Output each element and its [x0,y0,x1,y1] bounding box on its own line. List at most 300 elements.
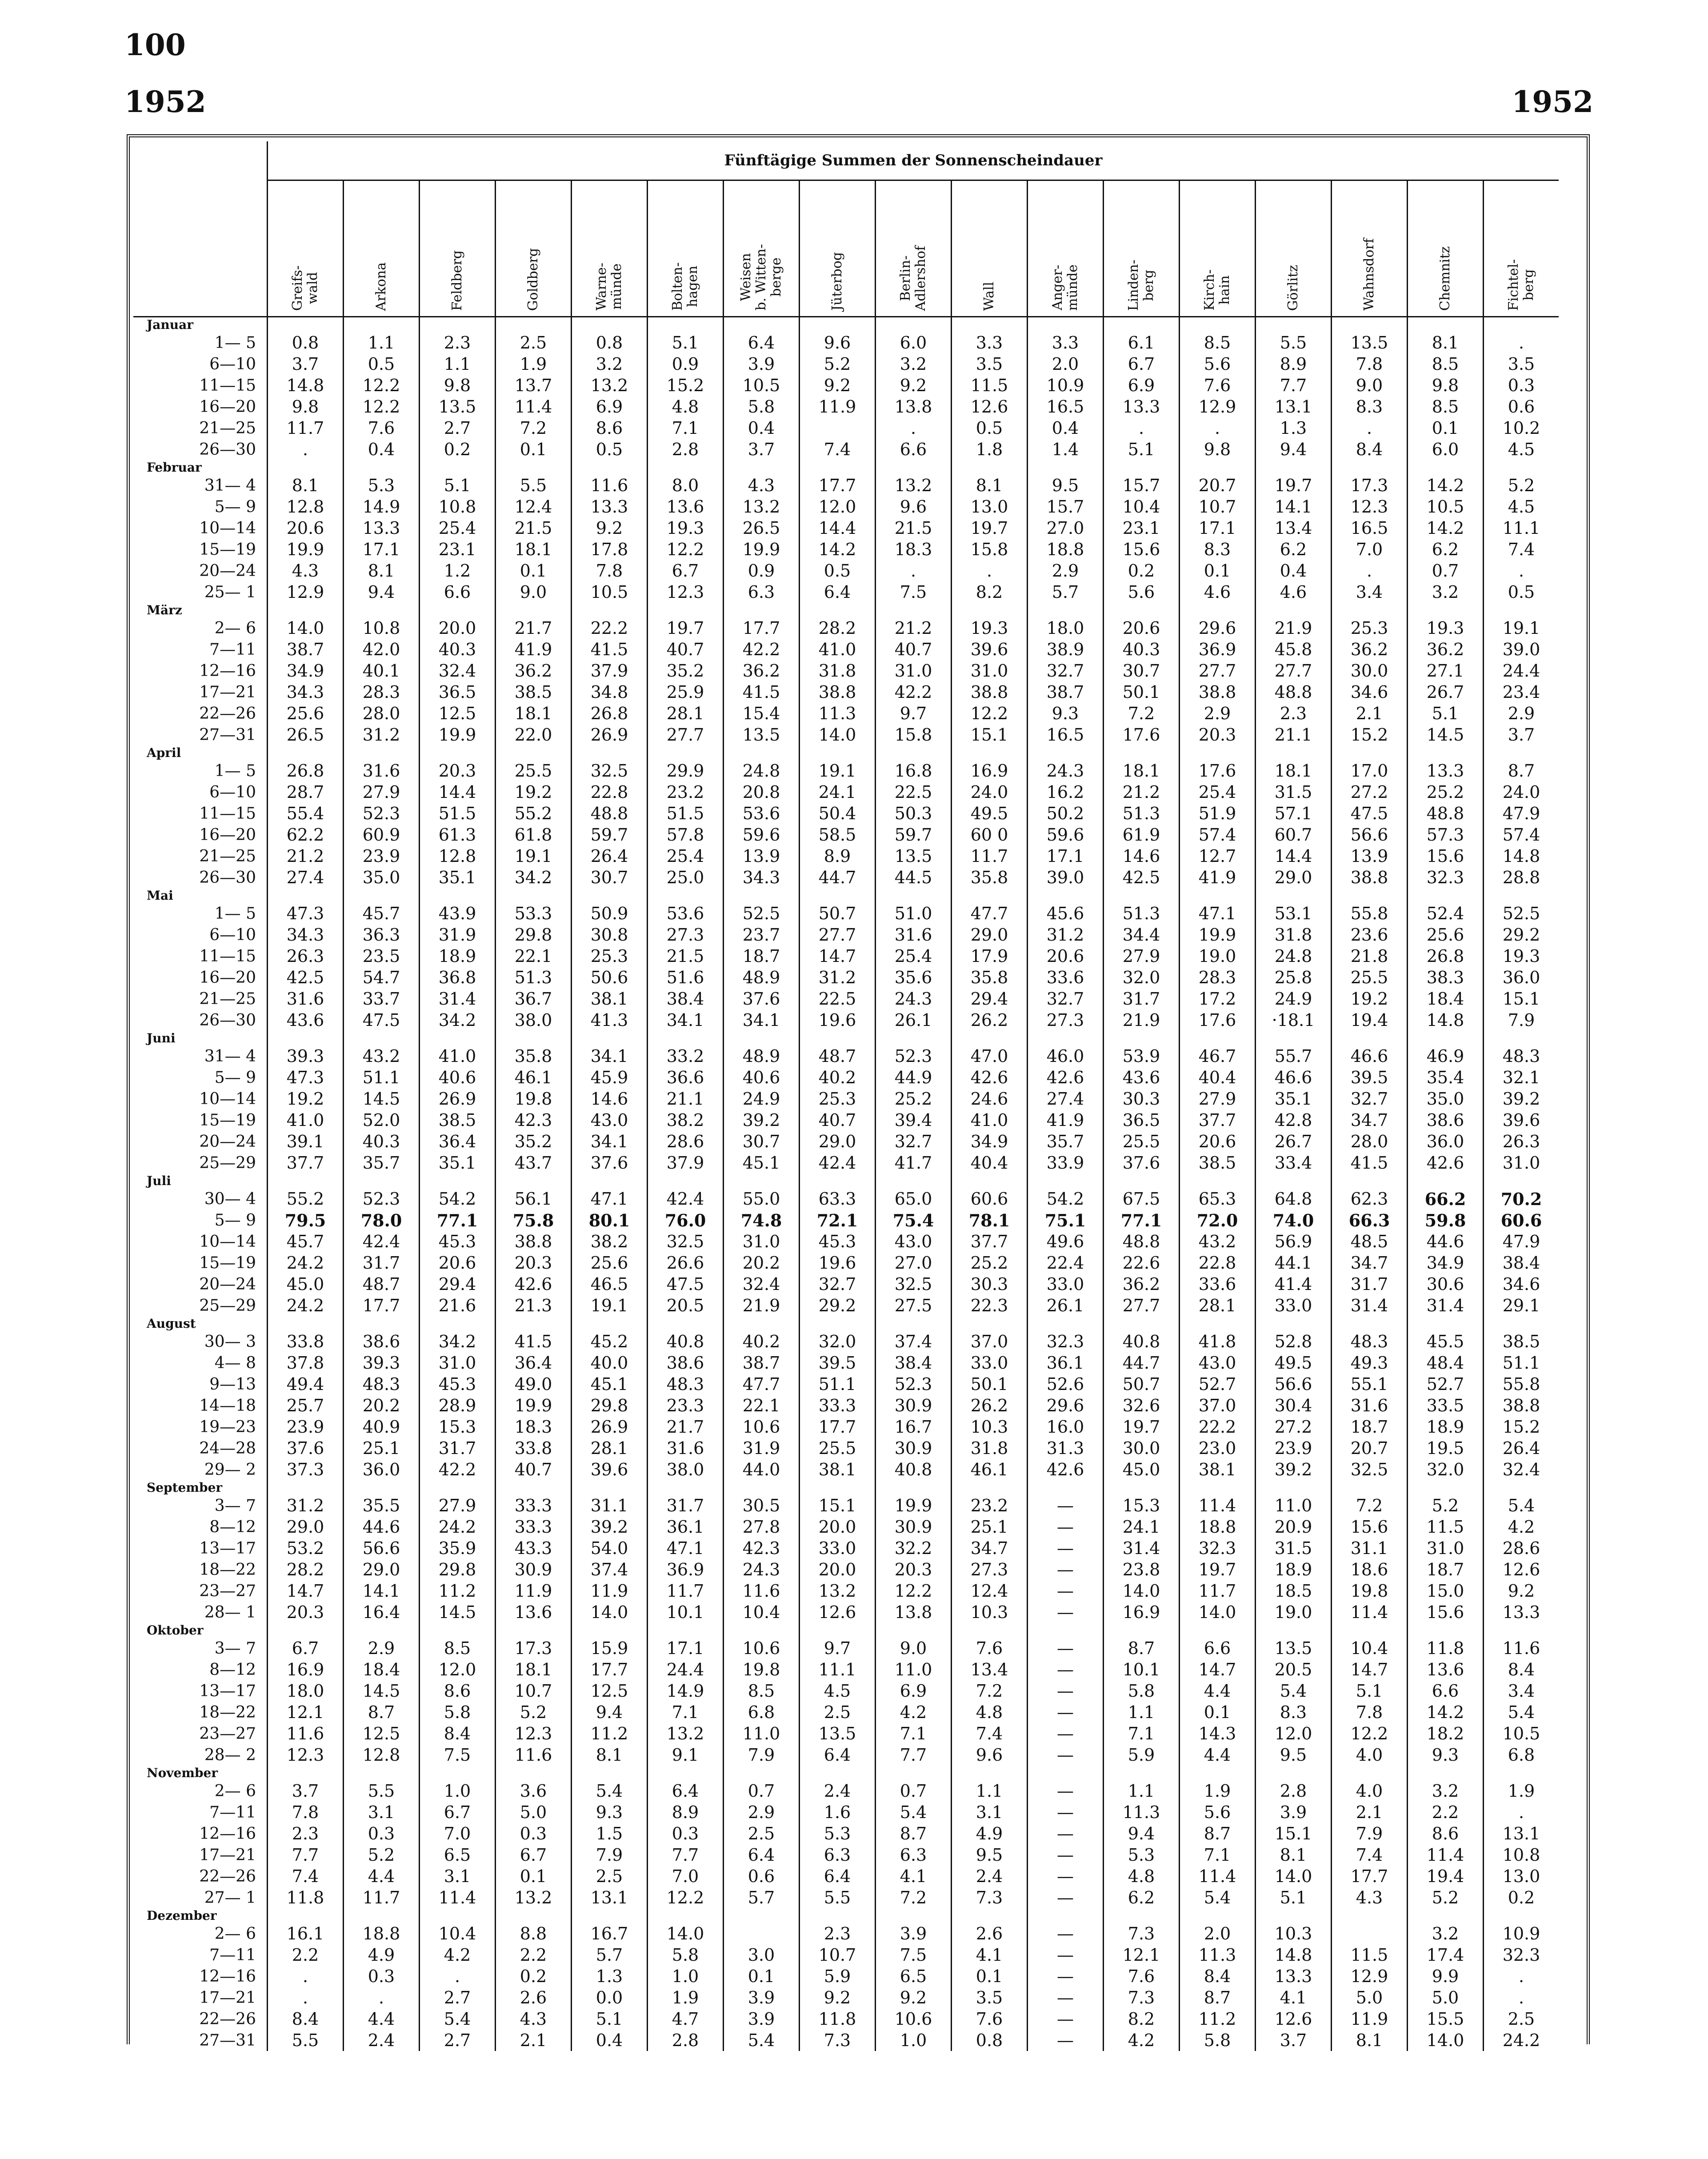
value-cell: 5.0 [1332,1987,1408,2008]
spacer-cell [420,1908,496,1923]
value-cell: 38.2 [648,1110,724,1131]
value-cell: 19.8 [1332,1580,1408,1602]
value-cell: 4.9 [344,1944,420,1966]
value-cell: 31.9 [724,1438,800,1459]
value-cell: 3.7 [1256,2030,1332,2051]
value-cell: 3.5 [1484,353,1559,375]
value-cell: 2.9 [1028,560,1104,581]
value-cell: 8.9 [1256,353,1332,375]
value-cell: 1.1 [420,353,496,375]
value-cell: 36.7 [496,988,572,1009]
value-cell: 5.2 [1484,475,1559,496]
value-cell: 12.5 [344,1723,420,1744]
value-cell: 24.6 [952,1088,1028,1110]
value-cell: 38.9 [1028,639,1104,660]
value-cell: 11.5 [1332,1944,1408,1966]
value-cell: 2.5 [724,1823,800,1844]
value-cell: 31.7 [1104,988,1180,1009]
value-cell: 17.1 [1180,517,1256,539]
spacer-cell [724,317,800,332]
value-cell: 19.9 [268,539,344,560]
value-cell: 13.5 [724,724,800,745]
value-cell: 9.2 [876,375,952,396]
table-row [133,1638,1559,1659]
value-cell: 41.0 [420,1045,496,1067]
value-cell: 4.6 [1180,581,1256,603]
value-cell: 55.2 [496,803,572,824]
value-cell: 59.6 [724,824,800,845]
station-header [876,180,952,317]
value-cell: . [1104,417,1180,439]
value-cell: 20.6 [1028,945,1104,967]
value-cell: 14.7 [1180,1659,1256,1680]
value-cell: 6.4 [800,1866,876,1887]
value-cell: 2.2 [496,1944,572,1966]
value-cell: 16.9 [952,760,1028,781]
period-label: 30— 3 [204,1332,256,1351]
value-cell: 33.8 [268,1331,344,1352]
value-cell: 21.6 [420,1295,496,1316]
value-cell: 5.8 [724,396,800,417]
month-row [133,1174,1559,1188]
value-cell: 11.3 [1104,1802,1180,1823]
value-cell: 30.0 [1104,1438,1180,1459]
spacer-cell [1256,603,1332,617]
period-label: 15—19 [199,1111,256,1130]
value-cell: 5.8 [648,1944,724,1966]
value-cell: 14.4 [800,517,876,539]
value-cell: 54.7 [344,967,420,988]
value-cell: 10.4 [420,1923,496,1944]
value-cell: 23.8 [1104,1559,1180,1580]
value-cell: 72.1 [800,1210,876,1231]
value-cell: 51.1 [1484,1352,1559,1374]
value-cell: 23.9 [344,845,420,867]
spacer-cell [1332,1766,1408,1780]
table-row [133,1516,1559,1538]
value-cell: 34.1 [572,1131,648,1152]
value-cell: 20.0 [420,617,496,639]
value-cell: 25.6 [572,1252,648,1274]
value-cell: 19.1 [800,760,876,781]
table-row [133,1009,1559,1031]
value-cell: 14.2 [800,539,876,560]
value-cell: 40.8 [876,1459,952,1480]
value-cell: 19.0 [1180,945,1256,967]
value-cell: 6.7 [648,560,724,581]
value-cell: 36.2 [1332,639,1408,660]
value-cell: 42.2 [724,639,800,660]
value-cell: 51.6 [648,967,724,988]
value-cell: 7.6 [1104,1966,1180,1987]
value-cell: 6.7 [420,1802,496,1823]
spacer-cell [1256,1031,1332,1045]
value-cell: 34.3 [268,924,344,945]
spacer-cell [724,460,800,475]
value-cell: 31.0 [1484,1152,1559,1174]
table-row [133,803,1559,824]
value-cell: 36.2 [1408,639,1484,660]
value-cell: 17.4 [1408,1944,1484,1966]
value-cell: 70.2 [1484,1188,1559,1210]
value-cell: 5.4 [420,2008,496,2030]
value-cell: 43.6 [1104,1067,1180,1088]
spacer-cell [1484,603,1559,617]
value-cell: 12.2 [648,539,724,560]
value-cell: 41.5 [496,1331,572,1352]
spacer-cell [800,1316,876,1331]
value-cell: 1.9 [496,353,572,375]
period-label: 16—20 [199,825,256,844]
value-cell: 45.6 [1028,903,1104,924]
value-cell: 40.6 [724,1067,800,1088]
value-cell: 15.0 [1408,1580,1484,1602]
value-cell: 19.2 [496,781,572,803]
value-cell: 8.1 [572,1744,648,1766]
value-cell: . [1484,1966,1559,1987]
value-cell: 8.5 [420,1638,496,1659]
spacer-cell [572,1480,648,1495]
value-cell: 1.6 [800,1802,876,1823]
value-cell: 32.7 [876,1131,952,1152]
spacer-cell [876,317,952,332]
value-cell: 45.5 [1408,1331,1484,1352]
value-cell: 2.0 [1180,1923,1256,1944]
value-cell: 12.6 [952,396,1028,417]
month-label: Januar [147,317,193,332]
period-label: 8—12 [209,1518,256,1536]
value-cell: 15.3 [420,1416,496,1438]
station-header [952,180,1028,317]
spacer-cell [1332,460,1408,475]
spacer-cell [1028,745,1104,760]
period-label: 1— 5 [214,904,256,923]
value-cell: 19.7 [1104,1416,1180,1438]
station-name: Arkona [373,262,389,311]
value-cell: 28.8 [1484,867,1559,888]
value-cell: 38.1 [572,988,648,1009]
table-row [133,967,1559,988]
value-cell: 18.8 [1028,539,1104,560]
value-cell: 50.7 [1104,1374,1180,1395]
value-cell: 20.6 [420,1252,496,1274]
value-cell: 75.8 [496,1210,572,1231]
value-cell: 27.2 [1332,781,1408,803]
spacer-cell [1104,1316,1180,1331]
value-cell: 42.4 [648,1188,724,1210]
value-cell: 24.3 [1028,760,1104,781]
value-cell: 10.9 [1484,1923,1559,1944]
value-cell: — [1028,1580,1104,1602]
value-cell: 15.6 [1408,1602,1484,1623]
station-name: Warne- münde [594,263,624,311]
value-cell: 4.5 [1484,439,1559,460]
value-cell: 33.4 [1256,1152,1332,1174]
value-cell: 31.6 [876,924,952,945]
value-cell: 21.7 [648,1416,724,1438]
value-cell: 6.4 [648,1780,724,1802]
spacer-cell [1484,745,1559,760]
value-cell: 17.8 [572,539,648,560]
value-cell: 26.8 [572,703,648,724]
value-cell: 9.5 [1256,1744,1332,1766]
value-cell: 19.9 [496,1395,572,1416]
value-cell: 45.8 [1256,639,1332,660]
value-cell: 6.7 [496,1844,572,1866]
spacer-cell [952,317,1028,332]
value-cell: 59.8 [1408,1210,1484,1231]
month-row [133,1480,1559,1495]
value-cell: 31.4 [1104,1538,1180,1559]
period-label: 25—29 [199,1154,256,1172]
value-cell: 21.2 [268,845,344,867]
table-row [133,539,1559,560]
value-cell: 25.4 [876,945,952,967]
spacer-cell [572,888,648,903]
spacer-cell [876,1031,952,1045]
value-cell: 31.8 [800,660,876,681]
value-cell: 11.8 [800,2008,876,2030]
spacer-cell [1332,1908,1408,1923]
value-cell: 12.1 [268,1702,344,1723]
value-cell: 21.5 [876,517,952,539]
value-cell: — [1028,1987,1104,2008]
value-cell: 50.4 [800,803,876,824]
value-cell: 0.2 [1484,1887,1559,1908]
value-cell: 37.7 [1180,1110,1256,1131]
value-cell: 19.6 [800,1252,876,1274]
value-cell: 29.6 [1028,1395,1104,1416]
value-cell: 19.7 [1180,1559,1256,1580]
value-cell: 47.9 [1484,1231,1559,1252]
value-cell: 3.9 [724,353,800,375]
value-cell: 56.1 [496,1188,572,1210]
month-label: Juni [147,1031,176,1045]
value-cell: 32.7 [1028,660,1104,681]
period-label: 3— 7 [214,1639,256,1658]
spacer-cell [344,1766,420,1780]
value-cell: 16.9 [268,1659,344,1680]
value-cell: 24.3 [876,988,952,1009]
period-label: 17—21 [199,1846,256,1864]
month-label: Dezember [147,1908,217,1923]
value-cell: 14.7 [268,1580,344,1602]
month-row [133,460,1559,475]
value-cell: 34.1 [572,1045,648,1067]
spacer-cell [1484,1623,1559,1638]
value-cell: 7.4 [1332,1844,1408,1866]
value-cell: 21.2 [1104,781,1180,803]
spacer-cell [648,1316,724,1331]
table-row [133,1702,1559,1723]
value-cell: 8.7 [1180,1823,1256,1844]
value-cell: 26.1 [1028,1295,1104,1316]
value-cell: 22.8 [572,781,648,803]
value-cell: 51.3 [1104,903,1180,924]
value-cell: 44.9 [876,1067,952,1088]
value-cell: 12.5 [420,703,496,724]
value-cell: 7.1 [1180,1844,1256,1866]
value-cell: 9.4 [1104,1823,1180,1844]
value-cell: 12.6 [1484,1559,1559,1580]
value-cell: 12.0 [800,496,876,517]
value-cell: 9.8 [1408,375,1484,396]
spacer-cell [800,1480,876,1495]
value-cell: 11.0 [1256,1495,1332,1516]
table-row [133,681,1559,703]
value-cell: 40.3 [420,639,496,660]
value-cell: 23.6 [1332,924,1408,945]
value-cell: 27.1 [1408,660,1484,681]
value-cell: 32.3 [1408,867,1484,888]
value-cell: 38.5 [420,1110,496,1131]
value-cell: 5.5 [800,1887,876,1908]
value-cell: 29.6 [1180,617,1256,639]
spacer-cell [572,1908,648,1923]
value-cell: 40.3 [344,1131,420,1152]
spacer-cell [1408,1316,1484,1331]
value-cell: 0.0 [572,1987,648,2008]
value-cell: 9.2 [800,1987,876,2008]
spacer-cell [1180,888,1256,903]
value-cell: 3.4 [1484,1680,1559,1702]
value-cell: 27.8 [724,1516,800,1538]
value-cell: 6.5 [420,1844,496,1866]
value-cell: 61.3 [420,824,496,845]
value-cell: 33.2 [648,1045,724,1067]
value-cell: 22.6 [1104,1252,1180,1274]
value-cell: 6.9 [572,396,648,417]
value-cell: 31.4 [1332,1295,1408,1316]
table-row [133,1723,1559,1744]
value-cell: 23.1 [420,539,496,560]
value-cell: 15.6 [1104,539,1180,560]
value-cell: 10.7 [496,1680,572,1702]
month-label: Februar [147,460,202,475]
spacer-cell [1484,888,1559,903]
value-cell: 8.1 [1256,1844,1332,1866]
spacer-cell [420,1031,496,1045]
value-cell: 37.6 [268,1438,344,1459]
value-cell: 38.6 [648,1352,724,1374]
value-cell: 19.1 [572,1295,648,1316]
value-cell: 0.8 [572,332,648,353]
value-cell: 55.1 [1332,1374,1408,1395]
station-header-row [133,180,1559,317]
value-cell: 35.4 [1408,1067,1484,1088]
value-cell: 11.7 [344,1887,420,1908]
period-label: 9—13 [209,1375,256,1394]
value-cell: 4.2 [1484,1516,1559,1538]
value-cell: 75.1 [1028,1210,1104,1231]
table-row [133,1438,1559,1459]
table-row [133,1295,1559,1316]
value-cell: 15.2 [1484,1416,1559,1438]
value-cell: 11.0 [724,1723,800,1744]
value-cell: 5.1 [1408,703,1484,724]
value-cell: 47.3 [268,1067,344,1088]
value-cell: 27.9 [1180,1088,1256,1110]
value-cell: 6.9 [1104,375,1180,396]
value-cell: 57.1 [1256,803,1332,824]
value-cell: 3.0 [724,1944,800,1966]
value-cell: 10.5 [1484,1723,1559,1744]
value-cell: 0.6 [1484,396,1559,417]
value-cell: 20.3 [876,1559,952,1580]
value-cell: 39.6 [1484,1110,1559,1131]
month-row [133,1316,1559,1331]
value-cell: 55.4 [268,803,344,824]
value-cell: 17.6 [1180,760,1256,781]
value-cell: 35.1 [420,1152,496,1174]
value-cell: 13.4 [952,1659,1028,1680]
value-cell: 10.4 [1332,1638,1408,1659]
value-cell: 32.4 [724,1274,800,1295]
spacer-cell [268,888,344,903]
value-cell: 4.8 [648,396,724,417]
value-cell: 34.7 [1332,1252,1408,1274]
value-cell: 40.2 [724,1331,800,1352]
value-cell: 1.0 [876,2030,952,2051]
value-cell: 17.7 [572,1659,648,1680]
value-cell: 4.3 [268,560,344,581]
period-label: 7—11 [209,1946,256,1964]
spacer-cell [420,1174,496,1188]
value-cell: 41.5 [572,639,648,660]
value-cell: 8.3 [1256,1702,1332,1723]
value-cell: 0.5 [952,417,1028,439]
value-cell: 42.5 [1104,867,1180,888]
period-label: 26—30 [199,440,256,459]
value-cell: 20.3 [420,760,496,781]
value-cell: 31.6 [1332,1395,1408,1416]
value-cell: 26.7 [1256,1131,1332,1152]
value-cell: 26.3 [1484,1131,1559,1152]
value-cell: 11.4 [1180,1495,1256,1516]
value-cell: 45.7 [344,903,420,924]
value-cell: 11.1 [800,1659,876,1680]
value-cell: 20.3 [1180,724,1256,745]
value-cell: 20.6 [268,517,344,539]
value-cell: 50.9 [572,903,648,924]
spacer-cell [876,1480,952,1495]
spacer-cell [1484,1316,1559,1331]
value-cell: 14.4 [1256,845,1332,867]
spacer-cell [1408,745,1484,760]
month-row [133,317,1559,332]
value-cell: 5.1 [1332,1680,1408,1702]
station-name: Kirch- hain [1202,269,1232,311]
value-cell: 31.0 [952,660,1028,681]
station-header [648,180,724,317]
value-cell: 40.4 [952,1152,1028,1174]
value-cell: 35.0 [1408,1088,1484,1110]
value-cell: 39.0 [1028,867,1104,888]
spacer-cell [1408,1908,1484,1923]
value-cell: 52.0 [344,1110,420,1131]
value-cell: 7.5 [876,1944,952,1966]
table-row [133,1210,1559,1231]
value-cell: 14.1 [344,1580,420,1602]
value-cell: 0.5 [572,439,648,460]
station-header [1256,180,1332,317]
period-label: 6—10 [209,925,256,944]
value-cell: 2.5 [800,1702,876,1723]
value-cell: . [1484,1802,1559,1823]
value-cell: 33.7 [344,988,420,1009]
value-cell: 7.3 [952,1887,1028,1908]
value-cell: 33.0 [1256,1295,1332,1316]
